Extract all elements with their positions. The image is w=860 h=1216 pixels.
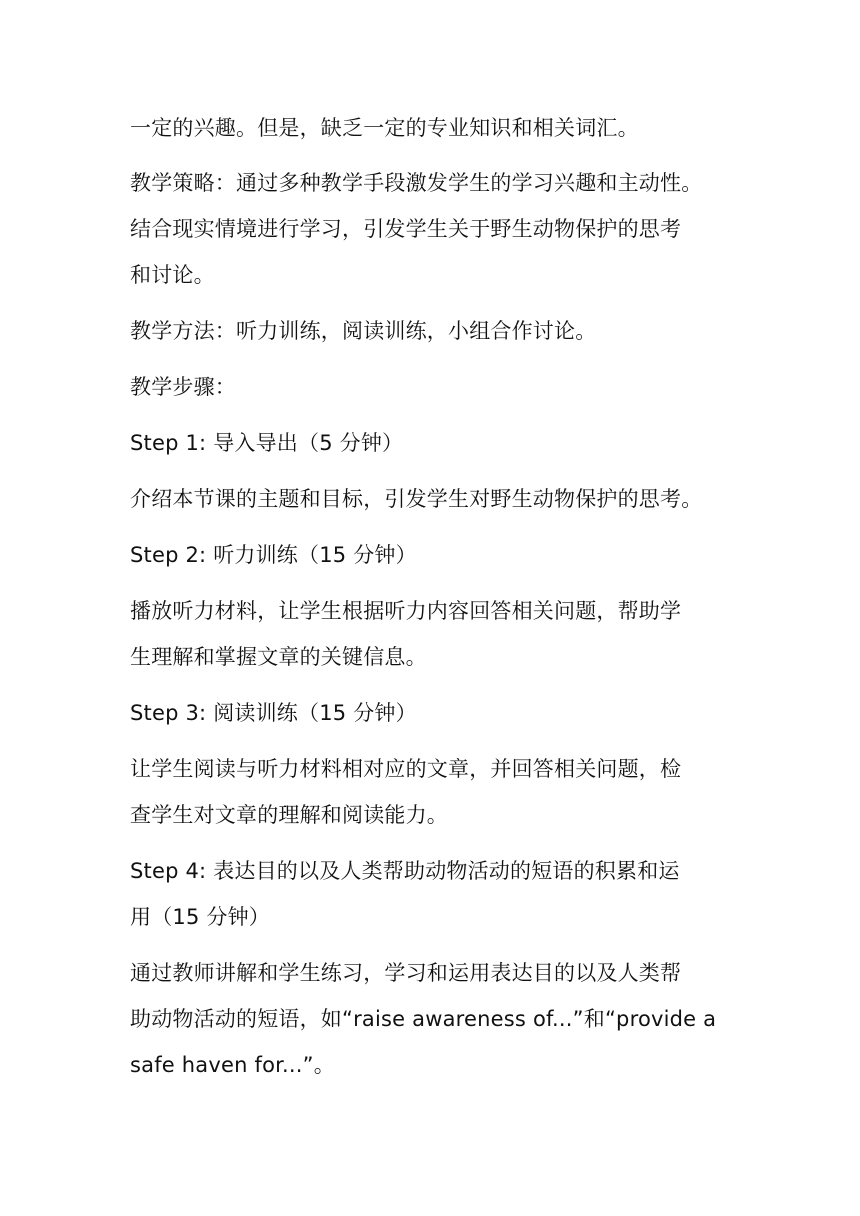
- section-heading: 教学步骤：: [130, 375, 236, 399]
- paragraph-line: safe haven for...”。: [130, 1053, 335, 1077]
- step-heading: Step 1: 导入导出（5 分钟）: [130, 431, 404, 455]
- paragraph-line: 让学生阅读与听力材料相对应的文章，并回答相关问题，检: [130, 757, 682, 781]
- paragraph-line: 播放听力材料，让学生根据听力内容回答相关问题，帮助学: [130, 599, 682, 623]
- paragraph-line: 一定的兴趣。但是，缺乏一定的专业知识和相关词汇。: [130, 116, 639, 140]
- paragraph-line: 助动物活动的短语，如“raise awareness of...”和“provide a: [130, 1007, 717, 1031]
- paragraph-line: 生理解和掌握文章的关键信息。: [130, 645, 427, 669]
- paragraph-line: 结合现实情境进行学习，引发学生关于野生动物保护的思考: [130, 217, 682, 241]
- step-heading: Step 2: 听力训练（15 分钟）: [130, 543, 417, 567]
- step-heading: 用（15 分钟）: [130, 905, 270, 929]
- paragraph-line: 和讨论。: [130, 263, 215, 287]
- step-heading: Step 4: 表达目的以及人类帮助动物活动的短语的积累和运: [130, 859, 680, 883]
- paragraph-line: 查学生对文章的理解和阅读能力。: [130, 803, 448, 827]
- paragraph-line: 通过教师讲解和学生练习，学习和运用表达目的以及人类帮: [130, 961, 682, 985]
- paragraph-line: 教学方法：听力训练，阅读训练，小组合作讨论。: [130, 319, 597, 343]
- paragraph-line: 教学策略：通过多种教学手段激发学生的学习兴趣和主动性。: [130, 171, 703, 195]
- step-heading: Step 3: 阅读训练（15 分钟）: [130, 701, 417, 725]
- paragraph-line: 介绍本节课的主题和目标，引发学生对野生动物保护的思考。: [130, 487, 703, 511]
